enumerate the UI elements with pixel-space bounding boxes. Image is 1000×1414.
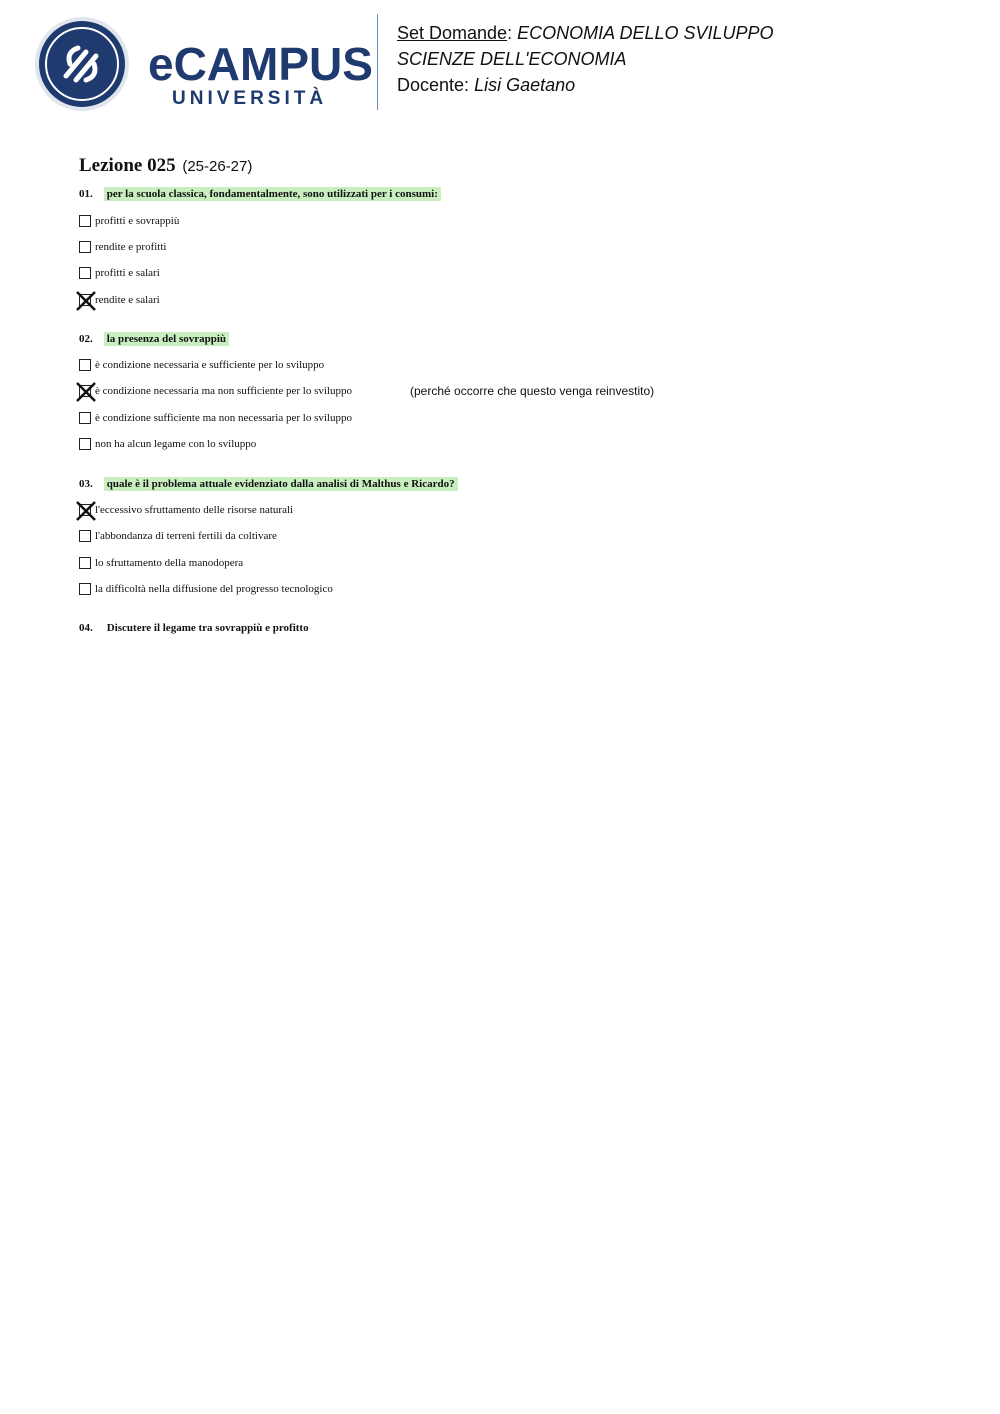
ecampus-logo [32,14,372,114]
logo-sub-text: UNIVERSITÀ [172,88,328,109]
checkbox-unchecked[interactable] [79,583,91,595]
option-label: è condizione necessaria ma non sufficiente per lo sviluppo [95,385,352,397]
question-number: 04. [79,622,93,634]
document-header [397,20,774,98]
header-course-line [397,20,774,46]
option-label: è condizione sufficiente ma non necessaria per lo sviluppo [95,412,352,424]
checkbox-checked[interactable] [79,294,91,306]
lesson-title [79,155,252,177]
option-1-4[interactable] [79,292,160,308]
option-label: profitti e sovrappiù [95,215,180,227]
question-text: Discutere il legame tra sovrappiù e profitto [106,622,309,634]
question-number: 03. [79,478,93,490]
option-label: non ha alcun legame con lo sviluppo [95,438,257,450]
set-label: Set Domande [397,23,508,43]
question-text: per la scuola classica, fondamentalmente, sono utilizzati per i consumi: [104,187,441,201]
checkbox-unchecked[interactable] [79,438,91,450]
option-2-2[interactable] [79,383,352,399]
option-label: la difficoltà nella diffusione del progresso tecnologico [95,583,333,595]
option-3-1[interactable] [79,502,293,518]
check-cross-icon [75,500,97,522]
teacher-label: Docente: [397,75,470,95]
checkbox-unchecked[interactable] [79,241,91,253]
checkbox-unchecked[interactable] [79,530,91,542]
option-2-1[interactable] [79,357,324,373]
answer-note: (perché occorre che questo venga reinvestito) [410,384,655,398]
option-3-3[interactable] [79,555,243,571]
option-2-4[interactable] [79,436,256,452]
checkbox-unchecked[interactable] [79,359,91,371]
checkbox-unchecked[interactable] [79,412,91,424]
question-3 [79,478,458,490]
question-text: la presenza del sovrappiù [104,332,229,346]
question-text: quale è il problema attuale evidenziato dalla analisi di Malthus e Ricardo? [104,477,458,491]
option-label: l'abbondanza di terreni fertili da coltivare [95,530,277,542]
option-3-4[interactable] [79,581,333,597]
check-cross-icon [75,381,97,403]
checkbox-checked[interactable] [79,385,91,397]
option-1-2[interactable] [79,239,166,255]
teacher-name: Lisi Gaetano [474,75,576,95]
lesson-title-text: Lezione 025 [79,155,176,176]
checkbox-unchecked[interactable] [79,557,91,569]
course-name: ECONOMIA DELLO SVILUPPO [517,23,774,43]
set-separator: : [507,23,513,43]
question-number: 01. [79,188,93,200]
question-2 [79,333,229,345]
option-label: l'eccessivo sfruttamento delle risorse naturali [95,504,294,516]
option-1-3[interactable] [79,265,160,281]
option-label: rendite e profitti [95,241,167,253]
teacher-line [397,72,774,98]
logo-main-text: eCAMPUS [148,38,372,90]
question-number: 02. [79,333,93,345]
option-label: lo sfruttamento della manodopera [95,557,244,569]
option-label: profitti e salari [95,267,160,279]
question-4 [79,622,312,634]
option-2-3[interactable] [79,410,352,426]
option-3-2[interactable] [79,528,277,544]
checkbox-unchecked[interactable] [79,267,91,279]
ecampus-logo-graphic [32,14,372,114]
check-cross-icon [75,290,97,312]
faculty-name: SCIENZE DELL'ECONOMIA [397,49,627,69]
lesson-subtitle: (25-26-27) [182,158,253,175]
checkbox-unchecked[interactable] [79,215,91,227]
option-1-1[interactable] [79,213,179,229]
option-label: è condizione necessaria e sufficiente per lo sviluppo [95,359,325,371]
header-divider [377,14,378,110]
option-label: rendite e salari [95,294,160,306]
question-1 [79,188,441,200]
checkbox-checked[interactable] [79,504,91,516]
